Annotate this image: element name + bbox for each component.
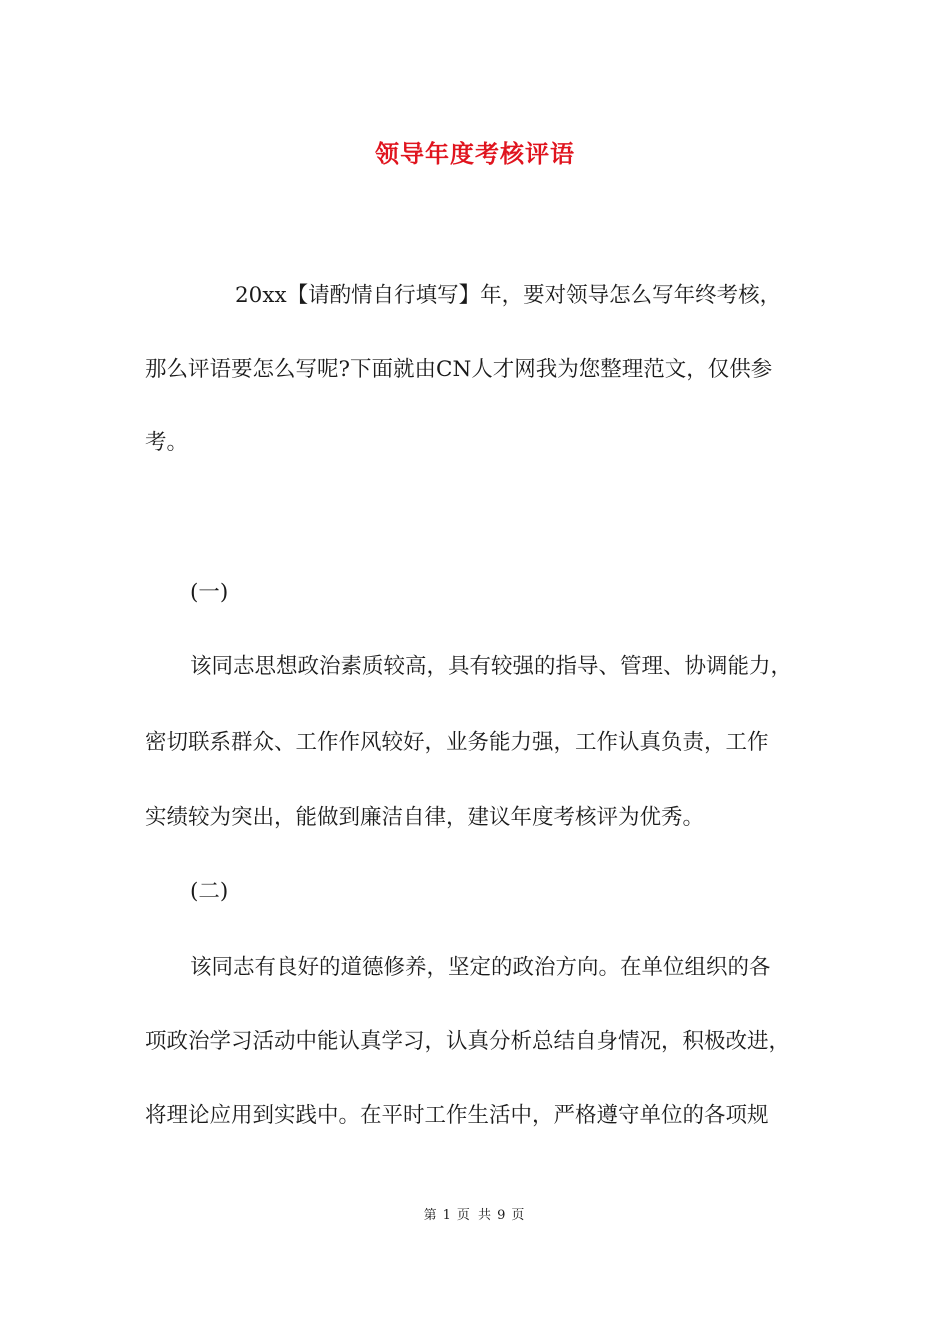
footer-prefix: 第: [423, 1208, 439, 1223]
page-footer: [0, 1207, 950, 1225]
footer-suffix: 页: [511, 1208, 527, 1223]
body-line-intro-2: 那么评语要怎么写呢?下面就由CN人才网我为您整理范文，仅供参: [145, 357, 773, 382]
body-line-s1-1: 该同志思想政治素质较高，具有较强的指导、管理、协调能力，: [190, 654, 793, 679]
section-heading-2: (二): [190, 879, 229, 904]
footer-current-page: 1: [442, 1208, 453, 1223]
body-line-s2-3: 将理论应用到实践中。在平时工作生活中，严格遵守单位的各项规: [145, 1103, 769, 1128]
body-line-intro-3: 考。: [145, 430, 189, 455]
body-line-s2-2: 项政治学习活动中能认真学习，认真分析总结自身情况，积极改进，: [145, 1029, 791, 1054]
footer-total-pages: 9: [497, 1208, 508, 1223]
body-line-intro-1: 20xx【请酌情自行填写】年，要对领导怎么写年终考核，: [235, 283, 782, 308]
body-line-s1-2: 密切联系群众、工作作风较好，业务能力强，工作认真负责，工作: [145, 730, 769, 755]
body-line-s1-3: 实绩较为突出，能做到廉洁自律，建议年度考核评为优秀。: [145, 805, 705, 830]
footer-mid: 页 共: [456, 1208, 494, 1223]
body-line-s2-1: 该同志有良好的道德修养，坚定的政治方向。在单位组织的各: [190, 955, 771, 980]
document-title: 领导年度考核评语: [375, 139, 575, 168]
section-heading-1: (一): [190, 580, 229, 605]
